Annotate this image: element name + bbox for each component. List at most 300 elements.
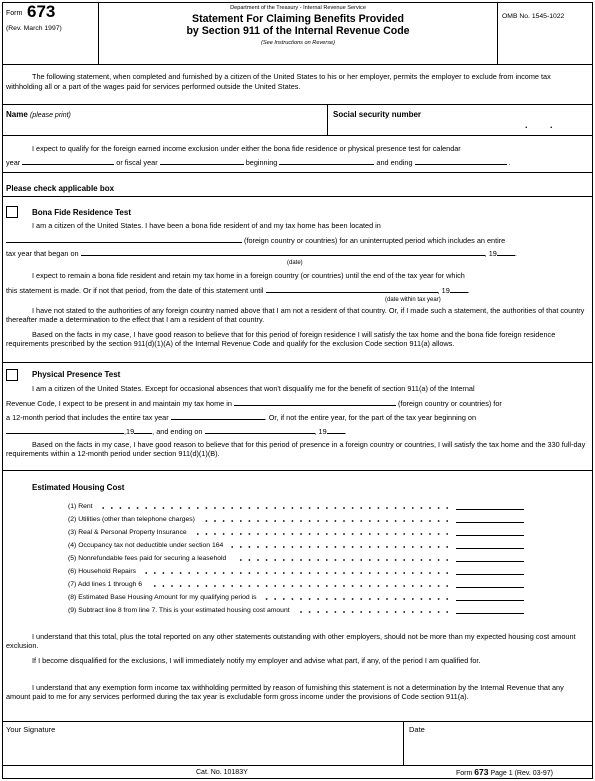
- leader-dot: [438, 507, 440, 509]
- closing-p2: If I become disqualified for the exclusions, I will immediately notify my employer and advise what part, if any, of the period I am qualified for.: [32, 656, 481, 665]
- leader-dot: [369, 520, 371, 522]
- signature-top-rule: [2, 721, 593, 722]
- leader-dot: [317, 585, 319, 587]
- leader-dot: [111, 507, 113, 509]
- form-title-line2: by Section 911 of the Internal Revenue Code: [186, 25, 410, 37]
- beginning-label: beginning: [245, 158, 278, 167]
- leader-dot: [206, 572, 208, 574]
- leader-dot: [240, 585, 242, 587]
- leader-dot: [292, 559, 294, 561]
- leader-dot: [154, 507, 156, 509]
- physical-ending-label: , and ending on: [152, 427, 203, 436]
- leader-dot: [292, 533, 294, 535]
- department-line: Department of the Treasury - Internal Revenue Service: [230, 5, 366, 11]
- leader-dot: [335, 598, 337, 600]
- leader-dot: [446, 611, 448, 613]
- leader-dot: [378, 611, 380, 613]
- leader-dot: [386, 533, 388, 535]
- ssn-separator-2: .: [550, 120, 553, 130]
- leader-dot: [403, 572, 405, 574]
- leader-dot: [240, 572, 242, 574]
- housing-item-label: (3) Real & Personal Property Insurance: [68, 529, 187, 536]
- leader-dot: [292, 572, 294, 574]
- leader-dot: [197, 533, 199, 535]
- housing-item-label: (7) Add lines 1 through 6: [68, 581, 143, 588]
- bona-fide-until-year-prefix: , 19: [437, 286, 450, 295]
- leader-dot: [240, 533, 242, 535]
- leader-dot: [292, 520, 294, 522]
- signature-date-divider: [403, 721, 404, 765]
- leader-dot: [292, 507, 294, 509]
- leader-dot: [386, 572, 388, 574]
- leader-dot: [120, 507, 122, 509]
- leader-dot: [429, 546, 431, 548]
- leader-dot: [446, 585, 448, 587]
- physical-end-year-prefix: , 19: [314, 427, 327, 436]
- qualify-line1: I expect to qualify for the foreign earned income exclusion under either the bona fide residence or physical presence test for calendar: [32, 144, 461, 153]
- leader-dot: [163, 585, 165, 587]
- housing-item-label: (5) Nonrefundable fees paid for securing a leasehold: [68, 555, 227, 562]
- leader-dot: [352, 611, 354, 613]
- physical-line4: ,19 , and ending on , 19 .: [6, 426, 347, 436]
- leader-dot: [197, 585, 199, 587]
- leader-dot: [421, 585, 423, 587]
- leader-dot: [395, 572, 397, 574]
- physical-line2-head: Revenue Code, I expect to be present in and maintain my tax home in: [6, 399, 232, 408]
- bona-fide-year-prefix: , 19: [484, 249, 497, 258]
- leader-dot: [249, 520, 251, 522]
- leader-dot: [317, 611, 319, 613]
- leader-dot: [274, 533, 276, 535]
- leader-dot: [292, 598, 294, 600]
- leader-dot: [171, 572, 173, 574]
- leader-dot: [249, 533, 251, 535]
- housing-item-label: (6) Household Repairs: [68, 568, 137, 575]
- leader-dot: [421, 611, 423, 613]
- leader-dot: [369, 585, 371, 587]
- leader-dot: [206, 520, 208, 522]
- leader-dot: [352, 559, 354, 561]
- physical-line3-head: a 12-month period that includes the entire tax year: [6, 413, 169, 422]
- leader-dot: [249, 559, 251, 561]
- leader-dot: [300, 611, 302, 613]
- leader-dot: [395, 520, 397, 522]
- leader-dot: [378, 572, 380, 574]
- leader-dot: [326, 559, 328, 561]
- leader-dot: [206, 507, 208, 509]
- leader-dot: [249, 585, 251, 587]
- leader-dot: [326, 520, 328, 522]
- leader-dot: [412, 559, 414, 561]
- housing-item-label: (1) Rent: [68, 503, 93, 510]
- leader-dot: [240, 520, 242, 522]
- leader-dot: [231, 533, 233, 535]
- leader-dot: [360, 598, 362, 600]
- leader-dot: [326, 611, 328, 613]
- leader-dot: [386, 559, 388, 561]
- leader-dot: [223, 507, 225, 509]
- leader-dot: [257, 533, 259, 535]
- leader-dot: [188, 585, 190, 587]
- leader-dot: [154, 572, 156, 574]
- leader-dot: [369, 611, 371, 613]
- leader-dot: [257, 507, 259, 509]
- leader-dot: [429, 533, 431, 535]
- leader-dot: [421, 520, 423, 522]
- leader-dot: [180, 585, 182, 587]
- leader-dot: [274, 507, 276, 509]
- leader-dot: [386, 520, 388, 522]
- leader-dot: [283, 520, 285, 522]
- signature-label: Your Signature: [6, 725, 56, 734]
- leader-dot: [429, 598, 431, 600]
- revision-date: (Rev. March 1997): [6, 25, 62, 32]
- leader-dot: [257, 546, 259, 548]
- leader-dot: [369, 546, 371, 548]
- leader-dot: [274, 546, 276, 548]
- bona-fide-p1-line2-tail: (foreign country or countries) for an uninterrupted period which includes an entire: [244, 236, 506, 245]
- bona-fide-p1-line1: I am a citizen of the United States. I have been a bona fide resident of and my tax home has been located in: [32, 221, 381, 230]
- leader-dot: [369, 598, 371, 600]
- leader-dot: [326, 533, 328, 535]
- leader-dot: [395, 533, 397, 535]
- form-label: Form: [6, 10, 23, 17]
- qualify-period: .: [508, 158, 511, 167]
- leader-dot: [309, 598, 311, 600]
- leader-dot: [317, 598, 319, 600]
- physical-line1: I am a citizen of the United States. Except for occasional absences that won't disqualify me for the benefit of section 911(a) of the Internal: [32, 384, 475, 393]
- leader-dot: [317, 520, 319, 522]
- leader-dot: [378, 585, 380, 587]
- leader-dot: [421, 598, 423, 600]
- form-title-line1: Statement For Claiming Benefits Provided: [192, 13, 404, 25]
- leader-dot: [360, 533, 362, 535]
- leader-dot: [231, 520, 233, 522]
- leader-dot: [438, 598, 440, 600]
- closing-p1: I understand that this total, plus the total reported on any other statements outstanding with other employers, should not be more than my expected housing cost amount exclusion.: [6, 632, 576, 651]
- leader-dot: [378, 598, 380, 600]
- leader-dot: [403, 546, 405, 548]
- leader-dot: [395, 585, 397, 587]
- leader-dot: [335, 546, 337, 548]
- leader-dot: [206, 533, 208, 535]
- leader-dot: [335, 533, 337, 535]
- leader-dot: [378, 507, 380, 509]
- leader-dot: [274, 520, 276, 522]
- leader-dot: [412, 507, 414, 509]
- leader-dot: [352, 598, 354, 600]
- footer-top-rule: [2, 765, 593, 766]
- omb-number: OMB No. 1545-1022: [502, 13, 565, 20]
- leader-dot: [352, 585, 354, 587]
- leader-dot: [352, 507, 354, 509]
- leader-dot: [386, 546, 388, 548]
- leader-dot: [438, 533, 440, 535]
- leader-dot: [421, 546, 423, 548]
- leader-dot: [395, 598, 397, 600]
- leader-dot: [352, 520, 354, 522]
- leader-dot: [266, 507, 268, 509]
- leader-dot: [240, 546, 242, 548]
- leader-dot: [343, 546, 345, 548]
- leader-dot: [309, 520, 311, 522]
- leader-dot: [378, 520, 380, 522]
- leader-dot: [274, 598, 276, 600]
- leader-dot: [274, 559, 276, 561]
- leader-dot: [412, 585, 414, 587]
- leader-dot: [446, 572, 448, 574]
- leader-dot: [343, 520, 345, 522]
- leader-dot: [403, 507, 405, 509]
- leader-dot: [386, 507, 388, 509]
- leader-dot: [309, 533, 311, 535]
- leader-dot: [266, 520, 268, 522]
- leader-dot: [240, 559, 242, 561]
- leader-dot: [438, 611, 440, 613]
- leader-dot: [249, 546, 251, 548]
- leader-dot: [300, 598, 302, 600]
- leader-dot: [214, 520, 216, 522]
- instructions-note: (See Instructions on Reverse): [261, 40, 335, 46]
- leader-dot: [360, 520, 362, 522]
- bona-fide-title: Bona Fide Residence Test: [32, 208, 131, 217]
- physical-presence-title: Physical Presence Test: [32, 370, 121, 379]
- leader-dot: [352, 572, 354, 574]
- leader-dot: [309, 559, 311, 561]
- leader-dot: [412, 598, 414, 600]
- leader-dot: [369, 572, 371, 574]
- year-label: year: [6, 158, 21, 167]
- leader-dot: [386, 611, 388, 613]
- leader-dot: [421, 533, 423, 535]
- bona-fide-p4: Based on the facts in my case, I have good reason to believe that for this period of foreign residence I will satisfy the tax home and the bona fide foreign residence requirements prescribed by the section 911(d)(1)(A) of the Internal Revenue Code and qualify for the exclusion Code section 911(a) allows.: [6, 330, 556, 349]
- leader-dot: [154, 585, 156, 587]
- leader-dot: [335, 572, 337, 574]
- leader-dot: [231, 572, 233, 574]
- housing-item-label: (2) Utilities (other than telephone charges): [68, 516, 195, 523]
- leader-dot: [421, 507, 423, 509]
- leader-dot: [326, 546, 328, 548]
- leader-dot: [292, 546, 294, 548]
- leader-dot: [395, 559, 397, 561]
- leader-dot: [283, 572, 285, 574]
- leader-dot: [283, 585, 285, 587]
- leader-dot: [223, 520, 225, 522]
- leader-dot: [128, 507, 130, 509]
- leader-dot: [231, 546, 233, 548]
- ssn-label: Social security number: [333, 110, 422, 119]
- leader-dot: [266, 572, 268, 574]
- date-within-caption: (date within tax year): [385, 297, 441, 303]
- footer-page-rev: Page 1 (Rev. 03-97): [490, 770, 553, 777]
- leader-dot: [309, 507, 311, 509]
- leader-dot: [369, 533, 371, 535]
- leader-dot: [171, 585, 173, 587]
- leader-dot: [360, 507, 362, 509]
- leader-dot: [429, 559, 431, 561]
- leader-dot: [386, 585, 388, 587]
- leader-dot: [257, 520, 259, 522]
- leader-dot: [197, 572, 199, 574]
- leader-dot: [223, 572, 225, 574]
- leader-dot: [326, 572, 328, 574]
- check-heading: Please check applicable box: [6, 184, 115, 193]
- leader-dot: [412, 611, 414, 613]
- ssn-separator-1: .: [525, 120, 528, 130]
- date-label: Date: [409, 725, 425, 734]
- leader-dot: [429, 520, 431, 522]
- leader-dot: [438, 520, 440, 522]
- leader-dot: [206, 585, 208, 587]
- leader-dot: [292, 585, 294, 587]
- housing-item-label: (9) Subtract line 8 from line 7. This is your estimated housing cost amount: [68, 607, 290, 614]
- leader-dot: [214, 507, 216, 509]
- leader-dot: [163, 572, 165, 574]
- leader-dot: [223, 533, 225, 535]
- leader-dot: [300, 546, 302, 548]
- leader-dot: [395, 546, 397, 548]
- bona-fide-p2-line2: this statement is made. Or if not that period, from the date of this statement until , 19 .: [6, 286, 470, 295]
- housing-item-label: (4) Occupancy tax not deductible under section 164: [68, 542, 224, 549]
- leader-dot: [171, 507, 173, 509]
- leader-dot: [360, 585, 362, 587]
- leader-dot: [249, 507, 251, 509]
- leader-dot: [188, 507, 190, 509]
- fiscal-year-label: or fiscal year: [116, 158, 158, 167]
- leader-dot: [283, 546, 285, 548]
- leader-dot: [300, 507, 302, 509]
- leader-dot: [421, 559, 423, 561]
- leader-dot: [412, 572, 414, 574]
- leader-dot: [266, 585, 268, 587]
- leader-dot: [180, 507, 182, 509]
- signature-input[interactable]: [4, 736, 400, 762]
- leader-dot: [438, 546, 440, 548]
- leader-dot: [429, 585, 431, 587]
- leader-dot: [395, 507, 397, 509]
- leader-dot: [317, 559, 319, 561]
- leader-dot: [335, 585, 337, 587]
- leader-dot: [403, 585, 405, 587]
- leader-dot: [257, 559, 259, 561]
- leader-dot: [266, 533, 268, 535]
- leader-dot: [335, 611, 337, 613]
- housing-item-label: (8) Estimated Base Housing Amount for my qualifying period is: [68, 594, 257, 601]
- leader-dot: [317, 507, 319, 509]
- leader-dot: [335, 559, 337, 561]
- physical-line2-tail: (foreign country or countries) for: [398, 399, 502, 408]
- physical-p2: Based on the facts in my case, I have good reason to believe that for this period of presence in a foreign country or countries, I will satisfy the tax home and the 330 full-day requirements within a 12-month period under section 911(d)(1)(B).: [6, 440, 586, 459]
- leader-dot: [335, 507, 337, 509]
- ending-label: and ending: [376, 158, 413, 167]
- leader-dot: [309, 546, 311, 548]
- leader-dot: [360, 572, 362, 574]
- footer-form-number: 673: [474, 767, 489, 777]
- leader-dot: [266, 598, 268, 600]
- leader-dot: [369, 559, 371, 561]
- leader-dot: [378, 533, 380, 535]
- leader-dot: [343, 585, 345, 587]
- leader-dot: [283, 533, 285, 535]
- leader-dot: [317, 546, 319, 548]
- leader-dot: [214, 585, 216, 587]
- leader-dot: [446, 507, 448, 509]
- leader-dot: [360, 559, 362, 561]
- leader-dot: [257, 585, 259, 587]
- leader-dot: [446, 598, 448, 600]
- leader-dot: [421, 572, 423, 574]
- leader-dot: [214, 533, 216, 535]
- leader-dot: [197, 507, 199, 509]
- leader-dot: [283, 598, 285, 600]
- date-caption: (date): [287, 260, 303, 266]
- leader-dot: [300, 533, 302, 535]
- leader-dot: [438, 559, 440, 561]
- leader-dot: [438, 572, 440, 574]
- leader-dot: [102, 507, 104, 509]
- leader-dot: [326, 585, 328, 587]
- leader-dot: [352, 533, 354, 535]
- leader-dot: [223, 585, 225, 587]
- closing-p3: I understand that any exemption form income tax withholding permitted by reason of furnishing this statement is not a determination by the Internal Revenue that any amount paid to me for any services performed during the tax year is excludable form gross income under the provisions of Code section 911(a).: [6, 683, 564, 702]
- leader-dot: [446, 520, 448, 522]
- leader-dot: [300, 585, 302, 587]
- leader-dot: [403, 598, 405, 600]
- leader-dot: [249, 572, 251, 574]
- housing-title: Estimated Housing Cost: [32, 483, 125, 492]
- leader-dot: [274, 572, 276, 574]
- leader-dot: [309, 572, 311, 574]
- leader-dot: [403, 520, 405, 522]
- leader-dot: [446, 546, 448, 548]
- leader-dot: [438, 585, 440, 587]
- leader-dot: [378, 559, 380, 561]
- leader-dot: [309, 585, 311, 587]
- footer-form-label: Form: [456, 770, 473, 777]
- leader-dot: [283, 507, 285, 509]
- leader-dot: [386, 598, 388, 600]
- signature-date-input[interactable]: [406, 736, 590, 762]
- leader-dot: [360, 611, 362, 613]
- leader-dot: [300, 559, 302, 561]
- leader-dot: [446, 533, 448, 535]
- leader-dot: [395, 611, 397, 613]
- catalog-number: Cat. No. 10183Y: [196, 769, 248, 776]
- leader-dot: [343, 533, 345, 535]
- leader-dot: [326, 507, 328, 509]
- physical-begin-year-prefix: ,19: [124, 427, 135, 436]
- leader-dot: [412, 520, 414, 522]
- form-number: 673: [27, 2, 56, 21]
- bona-fide-p1-line3: tax year that began on , 19 .: [6, 249, 517, 258]
- leader-dot: [145, 572, 147, 574]
- leader-dot: [343, 598, 345, 600]
- bona-fide-p3: I have not stated to the authorities of any foreign country named above that I am not a resident of that country. Or, if I made such a statement, the authorities of that country thereafter made a determination to the effect that I am a resident of that country.: [6, 306, 585, 325]
- physical-line3-tail: . Or, if not the entire year, for the part of the tax year beginning on: [264, 413, 477, 422]
- leader-dot: [300, 520, 302, 522]
- bona-fide-p2-line2-head: this statement is made. Or if not that period, from the date of this statement until: [6, 286, 264, 295]
- leader-dot: [309, 611, 311, 613]
- bona-fide-p2-line1: I expect to remain a bona fide resident and retain my tax home in a foreign country (or countries) until the end of the tax year for which: [32, 271, 465, 280]
- bona-fide-p1-line3-head: tax year that began on: [6, 249, 79, 258]
- leader-dot: [429, 572, 431, 574]
- leader-dot: [145, 507, 147, 509]
- leader-dot: [317, 533, 319, 535]
- leader-dot: [231, 507, 233, 509]
- footer-form-id: [456, 768, 553, 778]
- leader-dot: [369, 507, 371, 509]
- leader-dot: [343, 507, 345, 509]
